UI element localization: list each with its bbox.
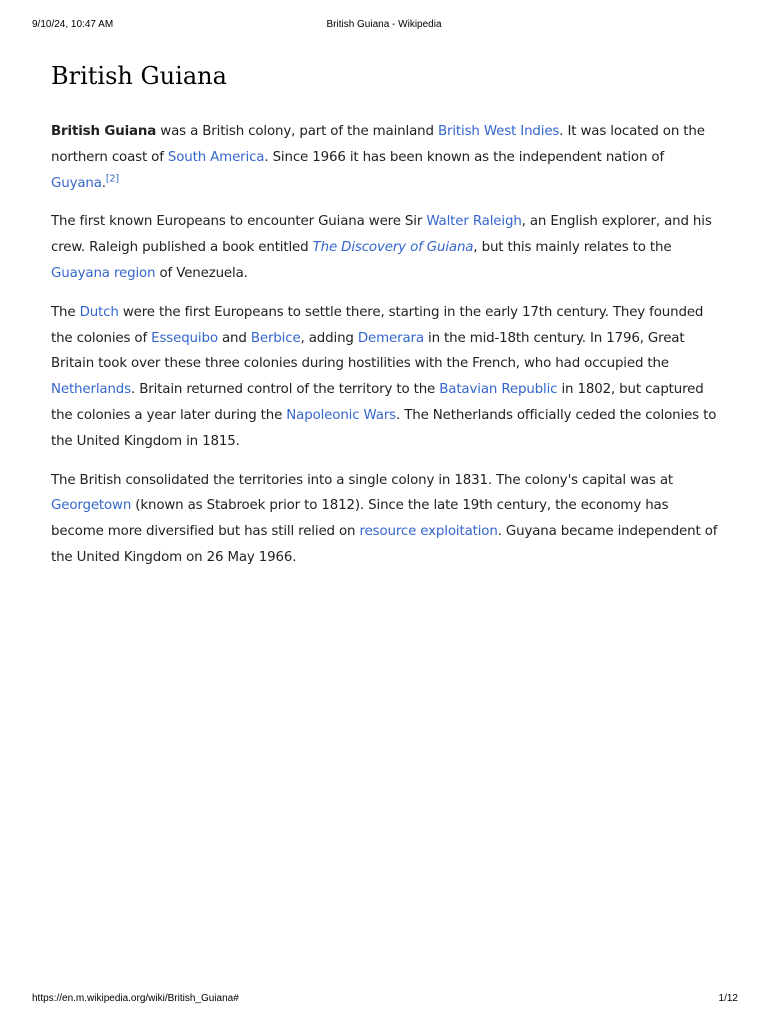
link-discovery-of-guiana[interactable]: The Discovery of Guiana (312, 240, 474, 256)
text: (known as Stabroek prior to 1812). Since the late 19th century, the economy has become more diversified but has still relied on (51, 498, 669, 540)
text: . It was located on the northern coast of (51, 124, 705, 165)
text: was a British colony, part of the mainland (156, 124, 438, 139)
link-batavian-republic[interactable]: Batavian Republic (439, 382, 558, 398)
print-page-number: 1/12 (718, 993, 738, 1004)
link-dutch[interactable]: Dutch (79, 304, 119, 320)
print-header (0, 19, 768, 33)
article-paragraph-1 (51, 119, 721, 196)
text: . The Netherlands officially ceded the colonies to the United Kingdom in 1815. (51, 407, 717, 449)
text: . Britain returned control of the territory to the (130, 382, 440, 398)
link-walter-raleigh[interactable]: Walter Raleigh (426, 214, 522, 230)
page-title: British Guiana (51, 62, 227, 90)
text: in 1802, but captured the colonies a year later during the (51, 382, 704, 423)
print-page-title: British Guiana - Wikipedia (326, 19, 442, 30)
reference-link[interactable]: [2] (105, 173, 119, 185)
print-url: https://en.m.wikipedia.org/wiki/British_Guiana# (32, 993, 239, 1004)
link-napoleonic-wars[interactable]: Napoleonic Wars (286, 407, 397, 423)
article-paragraph-2 (51, 209, 721, 286)
text: The (51, 304, 80, 320)
text: . Since 1966 it has been known as the independent nation of (264, 149, 665, 165)
text: in the mid-18th century. In 1796, Great Britain took over these three colonies during hostilities with the French, who had occupied the (51, 330, 685, 372)
article-paragraph-4 (51, 468, 721, 571)
text: were the first Europeans to settle there, starting in the early 17th century. They founded the colonies of (51, 304, 704, 346)
link-netherlands[interactable]: Netherlands (51, 382, 131, 398)
link-resource-exploitation[interactable]: resource exploitation (359, 524, 498, 540)
link-british-west-indies[interactable]: British West Indies (437, 124, 560, 139)
text: , adding (300, 330, 358, 346)
text: , an English explorer, and his crew. Raleigh published a book entitled (51, 214, 712, 256)
link-demerara[interactable]: Demerara (357, 330, 424, 346)
text: , but this mainly relates to the (473, 240, 672, 256)
link-guayana-region[interactable]: Guayana region (51, 265, 156, 281)
article-paragraph-3 (51, 300, 721, 455)
text: The first known Europeans to encounter Guiana were Sir (51, 214, 427, 230)
text: . Guyana became independent of the United Kingdom on 26 May 1966. (51, 524, 718, 565)
article-subject-bold: British Guiana (51, 124, 157, 139)
text: . (101, 175, 106, 191)
text: The British consolidated the territories into a single colony in 1831. The colony's capital was at (51, 472, 674, 488)
link-georgetown[interactable]: Georgetown (51, 498, 132, 514)
print-footer (0, 993, 768, 1007)
text: of Venezuela. (155, 265, 248, 281)
link-essequibo[interactable]: Essequibo (151, 330, 218, 346)
link-guyana[interactable]: Guyana (51, 175, 102, 191)
link-south-america[interactable]: South America (167, 149, 265, 165)
print-datetime: 9/10/24, 10:47 AM (32, 19, 114, 30)
link-berbice[interactable]: Berbice (250, 330, 301, 346)
article-content (51, 56, 721, 584)
text: and (217, 330, 251, 346)
